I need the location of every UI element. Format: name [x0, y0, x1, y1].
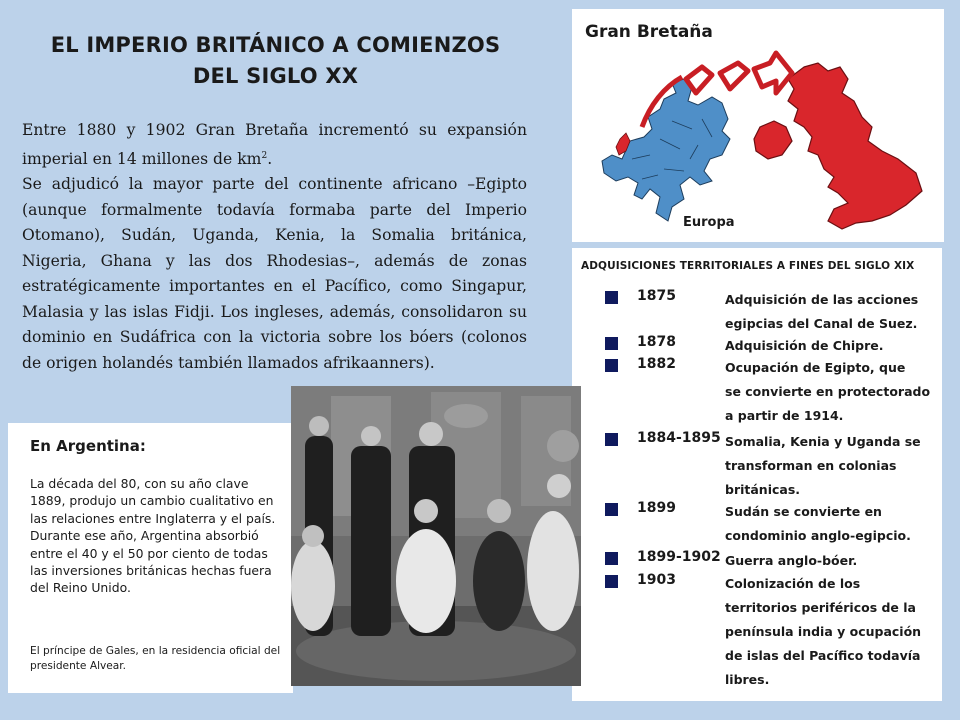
argentina-title: En Argentina: [30, 437, 146, 455]
timeline-bullet [605, 552, 618, 565]
photo-illustration [291, 386, 581, 686]
timeline-bullet [605, 291, 618, 304]
timeline-bullet [605, 337, 618, 350]
map-card [572, 9, 944, 242]
argentina-box [8, 423, 293, 693]
intro-text [22, 118, 527, 376]
argentina-paragraph-2: Durante ese año, Argentina absorbió entre el 40 y el 50 por ciento de todas las inversiones británicas hechas fuera del Reino Unido. [30, 528, 272, 596]
timeline-year: 1899-1902 [637, 549, 721, 565]
timeline-desc: Adquisición de las acciones egipcias del Canal de Suez. [725, 292, 919, 331]
page-title [18, 30, 533, 92]
timeline-desc: Somalia, Kenia y Uganda se transforman en colonias británicas. [725, 434, 921, 497]
timeline-panel [572, 248, 942, 701]
intro-p1-end: . [267, 149, 273, 168]
timeline-bullet [605, 433, 618, 446]
timeline-desc: Ocupación de Egipto, que se convierte en protectorado a partir de 1914. [725, 360, 931, 423]
timeline-desc: Adquisición de Chipre. [725, 338, 884, 353]
intro-paragraph-1 [22, 118, 527, 172]
intro-p1-text: Entre 1880 y 1902 Gran Bretaña incrementó su expansión imperial en 14 millones de km [22, 121, 527, 168]
argentina-paragraph-1: La década del 80, con su año clave 1889, produjo un cambio cualitativo en las relaciones entre Inglaterra y el país. [30, 476, 276, 526]
timeline-year: 1903 [637, 572, 676, 588]
timeline-bullet [605, 359, 618, 372]
title-line-1: EL IMPERIO BRITÁNICO A COMIENZOS [50, 33, 501, 57]
map-europe-label: Europa [683, 215, 735, 230]
timeline-title: ADQUISICIONES TERRITORIALES A FINES DEL SIGLO XIX [581, 260, 915, 272]
timeline-bullet [605, 503, 618, 516]
timeline-year: 1875 [637, 288, 676, 304]
timeline-year: 1899 [637, 500, 676, 516]
map-illustration [572, 9, 944, 242]
intro-paragraph-2: Se adjudicó la mayor parte del continente africano –Egipto (aunque formalmente todavía formaba parte del Imperio Otomano), Sudán, Uganda, Kenia, la Somalia británica, Nigeria, Ghana y las dos Rhodesias–, además de zonas estratégicamente importantes en el Pacífico, como Singapur, Malasia y las islas Fidji. Los ingleses, además, consolidaron su dominio en Sudáfrica con la victoria sobre los bóers (colonos de origen holandés también llamados afrikaanners). [22, 175, 527, 372]
photo-caption: El príncipe de Gales, en la residencia oficial del presidente Alvear. [30, 645, 281, 672]
argentina-text [30, 475, 285, 597]
timeline-year: 1884-1895 [637, 430, 721, 446]
intro-p1-superscript: 2 [261, 150, 268, 161]
title-line-2: DEL SIGLO XX [192, 64, 359, 88]
timeline-year: 1882 [637, 356, 676, 372]
timeline-year: 1878 [637, 334, 676, 350]
map-title: Gran Bretaña [585, 22, 713, 42]
timeline-desc: Sudán se convierte en condominio anglo-egipcio. [725, 504, 911, 543]
timeline-bullet [605, 575, 618, 588]
historic-photo [291, 386, 581, 686]
timeline-desc: Colonización de los territorios periféricos de la península india y ocupación de islas del Pacífico todavía libres. [725, 576, 922, 687]
timeline-desc: Guerra anglo-bóer. [725, 553, 858, 568]
